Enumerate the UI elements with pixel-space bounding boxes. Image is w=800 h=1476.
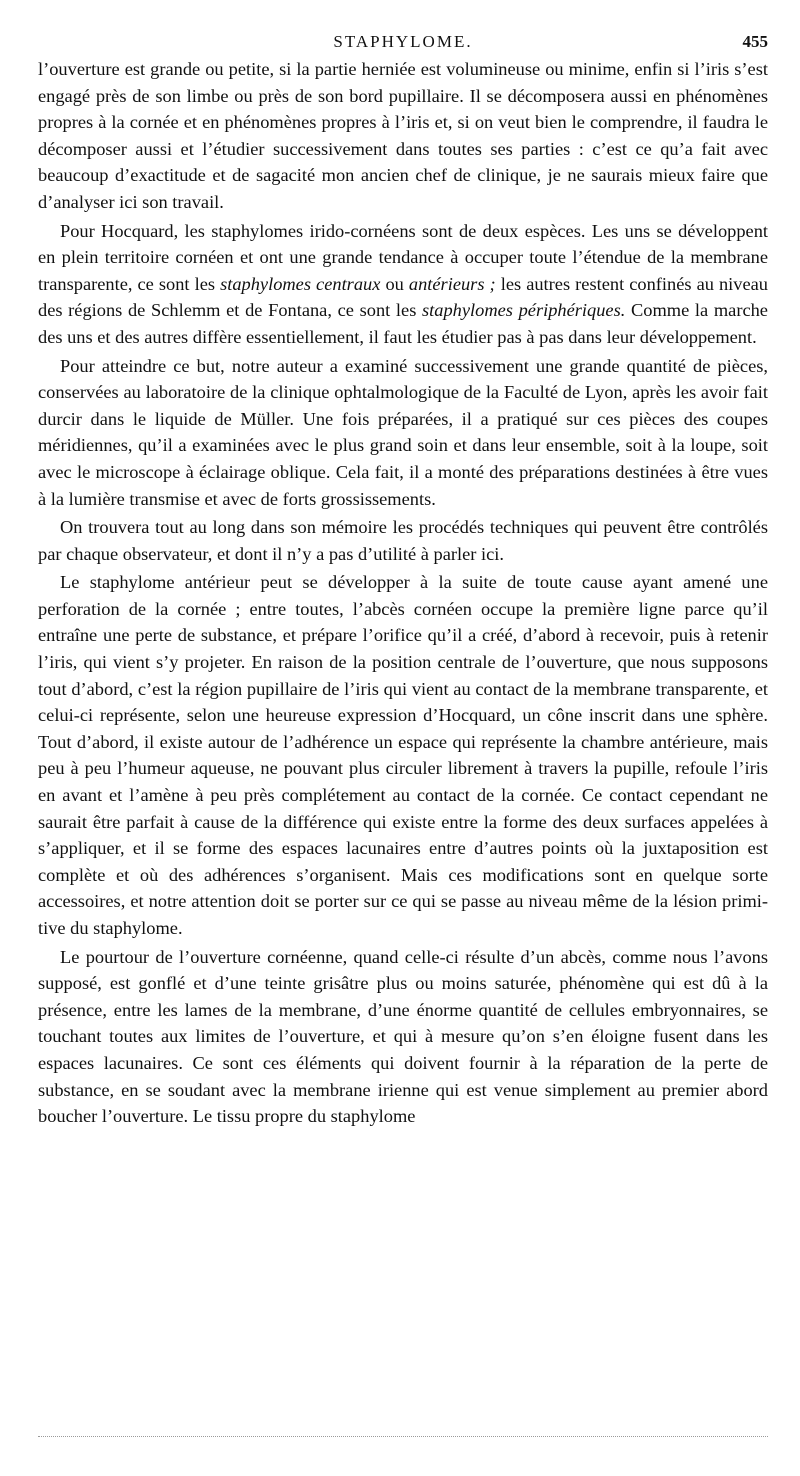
text-run: Pour atteindre ce but, notre auteur a examiné successivement une grande quantité de pièces, conservées au laboratoire de la clinique ophtalmologique de la Faculté de Lyon, après les avoir fait durcir dans le liquide de Müller. Une fois préparées, il a pratiqué sur ces pièces des coupes méridiennes, qu’il a examinées avec le plus grand soin et dans leur ensemble, soit à la loupe, soit avec le microscope à éclairage oblique. Cela fait, il a monté des préparations destinées à être vues à la lumière transmise et avec de forts grossissements. bbox=[38, 355, 768, 509]
text-run: Pour Hocquard, les staphylomes irido-cornéens sont de deux espèces. Les uns se développent en plein territoire cornéen et ont une grande tendance à occuper toute l’étendue de la membrane transparente, ce sont les bbox=[38, 220, 768, 294]
paragraph bbox=[38, 353, 768, 513]
paragraph bbox=[38, 56, 768, 216]
body-text bbox=[38, 56, 768, 1130]
footer-rule bbox=[38, 1436, 768, 1438]
text-run: Le pourtour de l’ouverture cornéenne, quand celle-ci résulte d’un abcès, comme nous l’avons supposé, est gonflé et d’une teinte grisâtre plus ou moins saturée, phénomène qui est dû à la présence, entre les lames de la membrane, d’une énorme quantité de cellules embryonnaires, se touchant toutes aux limites de l’ouverture, et qui à mesure qu’on s’en éloigne fusent dans les espaces lacunaires. Ce sont ces éléments qui doivent fournir à la réparation de la perte de substance, en se soudant avec la membrane irienne qui est venue simplement au premier abord boucher l’ouverture. Le tissu propre du staphylome bbox=[38, 946, 768, 1127]
paragraph bbox=[38, 218, 768, 351]
italic-text: antérieurs ; bbox=[408, 273, 496, 294]
italic-text: staphylomes centraux bbox=[220, 273, 381, 294]
text-run: l’ouverture est grande ou petite, si la partie herniée est volumineuse ou minime, enfin si l’iris s’est engagé près de son limbe ou près de son bord pupillaire. Il se décomposera aussi en phénomènes propres à la cornée et en phénomènes propres à l’iris et, si on veut bien le comprendre, il faudra le décomposer aussi et l’étudier successivement dans toutes ses parties : c’est ce qu’a fait avec beaucoup d’exactitude et de sagacité mon ancien chef de clinique, je ne saurais mieux faire que d’analyser ici son travail. bbox=[38, 59, 768, 212]
page-number: 455 bbox=[742, 32, 768, 51]
page-header bbox=[38, 22, 768, 56]
paragraph bbox=[38, 944, 768, 1130]
text-run: On trouvera tout au long dans son mémoire les procédés techniques qui peuvent être contrôlés par chaque observateur, et dont il n’y a pas d’utilité à parler ici. bbox=[38, 517, 768, 564]
italic-text: staphylomes périphériques. bbox=[422, 300, 626, 321]
running-head: STAPHYLOME. bbox=[333, 32, 473, 51]
text-run: les autres restent confinés au niveau des régions de Schlemm et de Fontana, ce sont les bbox=[38, 273, 769, 321]
paragraph bbox=[38, 514, 768, 567]
text-run: Comme la marche des uns et des autres diffère essentiellement, il faut les étudier pas à pas dans leur développement. bbox=[38, 300, 768, 347]
paragraph bbox=[38, 569, 768, 941]
text-run: ou bbox=[380, 273, 409, 294]
text-run: Le staphylome antérieur peut se développer à la suite de toute cause ayant amené une perforation de la cornée ; entre toutes, l’abcès cornéen occupe la première ligne parce qu’il entraîne une perte de substance, et prépare l’orifice qu’il a créé, d’abord à recevoir, puis à retenir l’iris, qui vient s’y projeter. En raison de la position centrale de l’ouverture, que nous supposons tout d’abord, c’est la région pupillaire de l’iris qui vient au contact de la membrane transparente, et celui-ci représente, selon une heureuse expression d’Hocquard, un cône inscrit dans une sphère. Tout d’abord, il existe autour de l’adhérence un espace qui représente la chambre antérieure, mais peu à peu l’humeur aqueuse, ne pouvant plus circuler librement à travers la pupille, refoule l’iris en avant et l’amène à peu près complétement au contact de la cornée. Ce contact cependant ne saurait être parfait à cause de la différence qui existe entre la forme des deux surfaces appelées à s’appliquer, et il se forme des espaces lacunaires entre d’autres points où la juxtaposition est complète et où des adhérences s’organisent. Mais ces modifications sont en quelque sorte accessoires, et notre attention doit se porter sur ce qui se passe au niveau même de la lésion primitive du staphylome. bbox=[38, 572, 768, 938]
book-page bbox=[38, 22, 768, 1132]
